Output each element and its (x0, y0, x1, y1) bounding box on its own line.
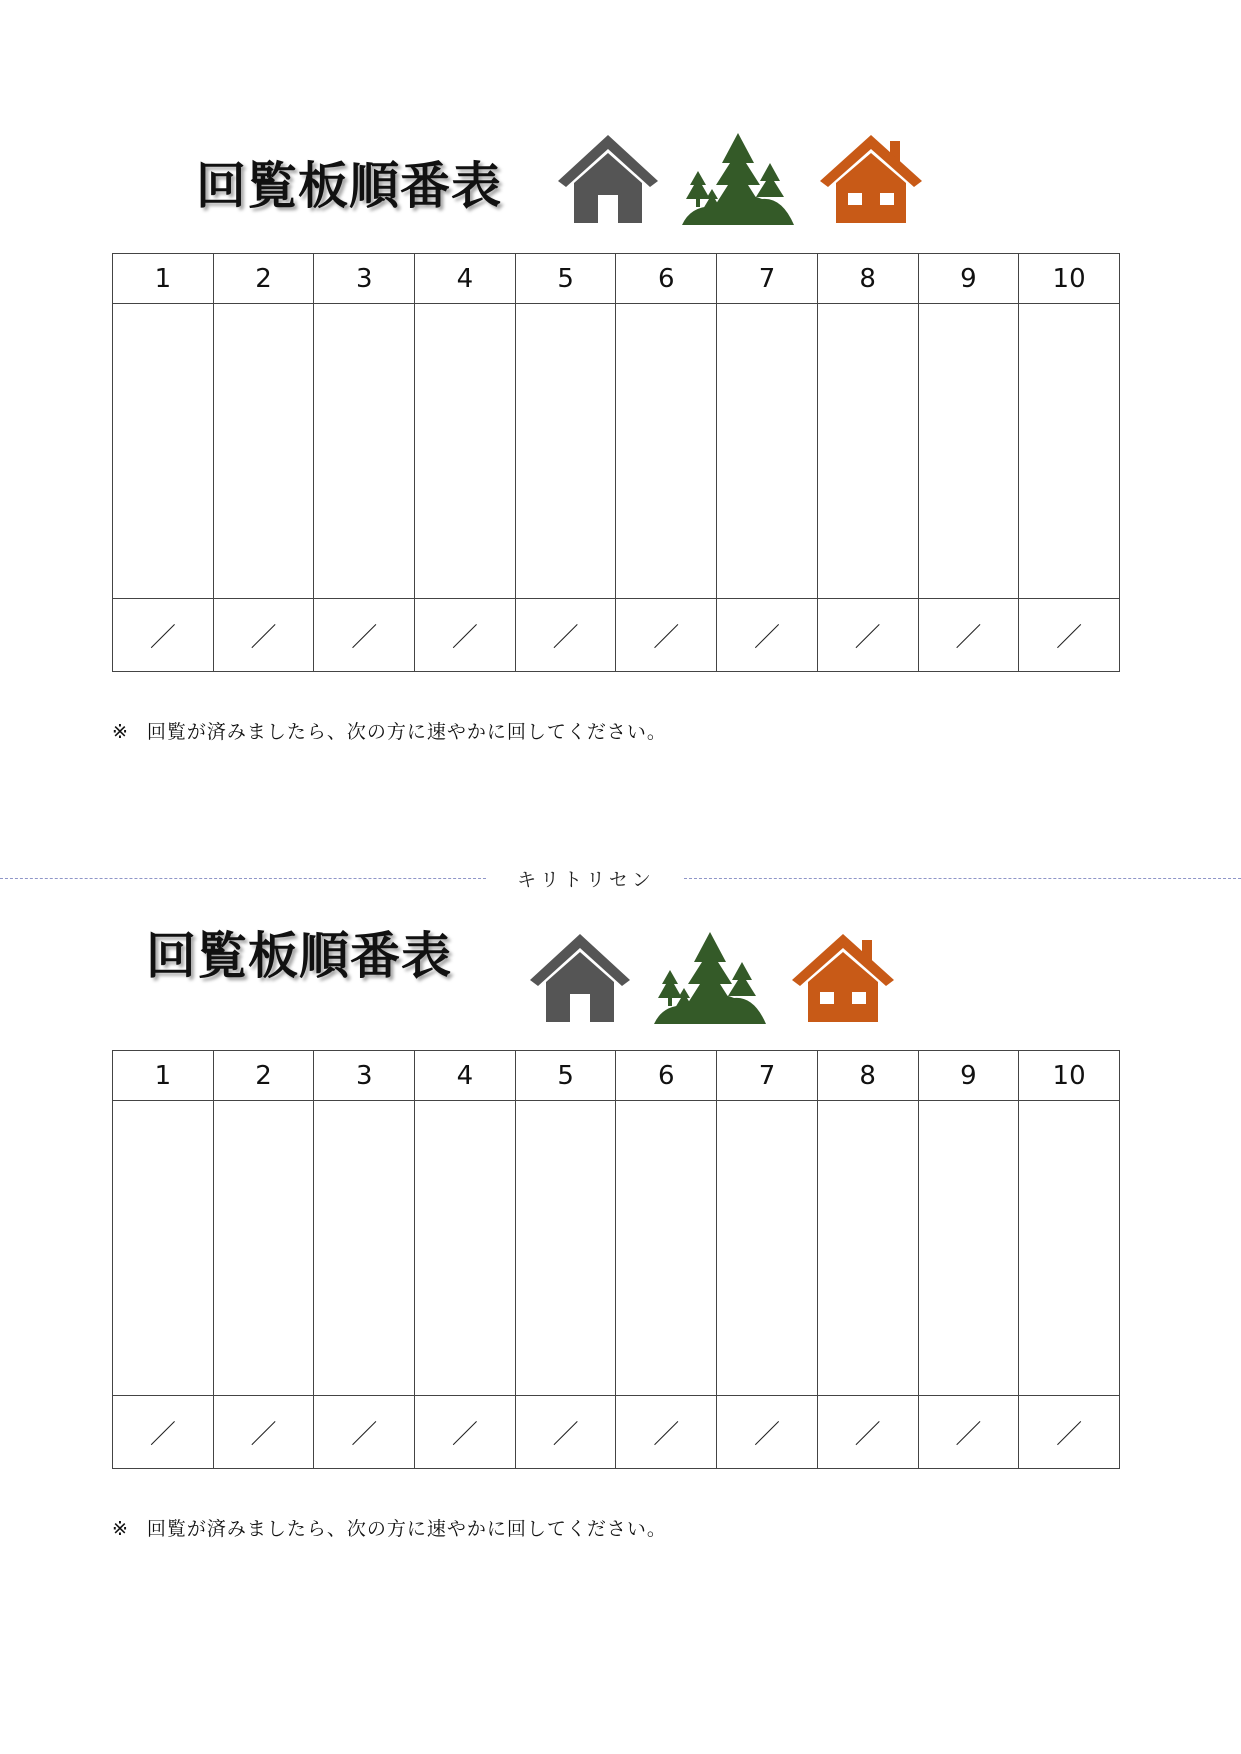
name-cell[interactable] (918, 304, 1019, 599)
name-cell[interactable] (515, 1101, 616, 1396)
cut-label: キリトリセン (517, 869, 655, 891)
date-cell[interactable]: ／ (314, 599, 415, 672)
name-cell[interactable] (113, 304, 214, 599)
date-cell[interactable]: ／ (415, 1396, 516, 1469)
date-cell[interactable]: ／ (616, 1396, 717, 1469)
name-cell[interactable] (213, 1101, 314, 1396)
column-number: 7 (717, 254, 818, 304)
trees-icon (654, 932, 766, 1026)
date-cell[interactable]: ／ (616, 599, 717, 672)
cut-line-left (0, 878, 486, 879)
column-number: 4 (415, 254, 516, 304)
name-cell[interactable] (113, 1101, 214, 1396)
date-cell[interactable]: ／ (213, 1396, 314, 1469)
name-cell[interactable] (717, 1101, 818, 1396)
note (112, 1514, 667, 1541)
column-number: 8 (817, 254, 918, 304)
column-number: 5 (515, 1051, 616, 1101)
name-cell[interactable] (717, 304, 818, 599)
note-text: 回覧が済みましたら、次の方に速やかに回してください。 (146, 721, 667, 743)
name-cell[interactable] (415, 1101, 516, 1396)
column-number: 2 (213, 254, 314, 304)
note-mark: ※ (112, 721, 129, 743)
note (112, 717, 667, 744)
name-cell[interactable] (1019, 304, 1120, 599)
gray-house-icon (556, 133, 660, 225)
note-text: 回覧が済みましたら、次の方に速やかに回してください。 (146, 1518, 667, 1540)
gray-house-icon (528, 932, 632, 1024)
name-cell[interactable] (415, 304, 516, 599)
date-cell[interactable]: ／ (1019, 1396, 1120, 1469)
column-number: 8 (817, 1051, 918, 1101)
trees-icon (682, 133, 794, 227)
date-cell[interactable]: ／ (918, 599, 1019, 672)
column-number: 5 (515, 254, 616, 304)
date-cell[interactable]: ／ (213, 599, 314, 672)
name-cell[interactable] (515, 304, 616, 599)
date-cell[interactable]: ／ (817, 599, 918, 672)
order-table (112, 1050, 1120, 1469)
form-title: 回覧板順番表 (196, 157, 502, 215)
column-number: 6 (616, 1051, 717, 1101)
date-cell[interactable]: ／ (113, 1396, 214, 1469)
column-number: 9 (918, 254, 1019, 304)
note-mark: ※ (112, 1518, 129, 1540)
name-cell[interactable] (817, 304, 918, 599)
date-cell[interactable]: ／ (515, 599, 616, 672)
column-number: 1 (113, 254, 214, 304)
column-number: 1 (113, 1051, 214, 1101)
column-number: 3 (314, 1051, 415, 1101)
orange-house-icon (790, 932, 896, 1024)
name-cell[interactable] (616, 1101, 717, 1396)
date-cell[interactable]: ／ (1019, 599, 1120, 672)
name-cell[interactable] (1019, 1101, 1120, 1396)
column-number: 2 (213, 1051, 314, 1101)
column-number: 7 (717, 1051, 818, 1101)
cut-line-right (684, 878, 1241, 879)
date-cell[interactable]: ／ (515, 1396, 616, 1469)
name-cell[interactable] (817, 1101, 918, 1396)
name-cell[interactable] (616, 304, 717, 599)
column-number: 6 (616, 254, 717, 304)
column-number: 10 (1019, 254, 1120, 304)
date-cell[interactable]: ／ (817, 1396, 918, 1469)
orange-house-icon (818, 133, 924, 225)
date-cell[interactable]: ／ (717, 1396, 818, 1469)
name-cell[interactable] (314, 1101, 415, 1396)
name-cell[interactable] (213, 304, 314, 599)
order-table (112, 253, 1120, 672)
name-cell[interactable] (314, 304, 415, 599)
column-number: 10 (1019, 1051, 1120, 1101)
name-cell[interactable] (918, 1101, 1019, 1396)
column-number: 3 (314, 254, 415, 304)
column-number: 4 (415, 1051, 516, 1101)
date-cell[interactable]: ／ (918, 1396, 1019, 1469)
date-cell[interactable]: ／ (717, 599, 818, 672)
date-cell[interactable]: ／ (113, 599, 214, 672)
date-cell[interactable]: ／ (314, 1396, 415, 1469)
form-title: 回覧板順番表 (146, 927, 452, 985)
date-cell[interactable]: ／ (415, 599, 516, 672)
column-number: 9 (918, 1051, 1019, 1101)
